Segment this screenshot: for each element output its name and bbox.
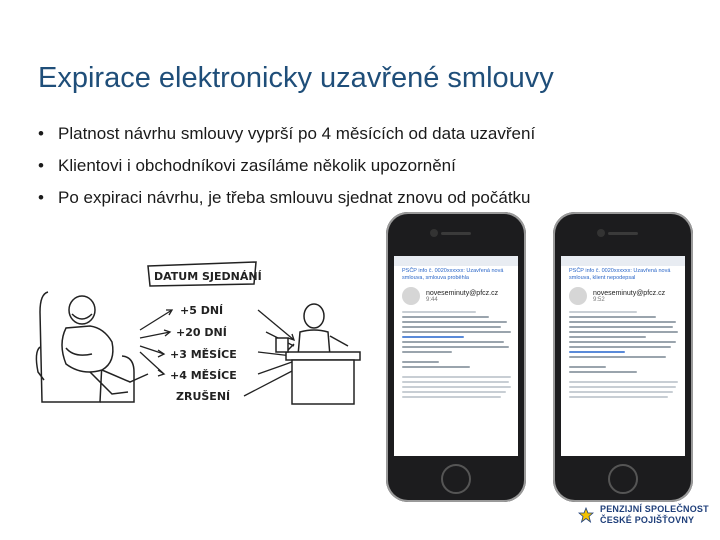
mail-subject: PSČP info č. 0020xxxxxx: Uzavřená nová smlouva, klient nepodepsal (569, 268, 671, 281)
mail-body-line (402, 386, 511, 388)
bullet-item (38, 150, 535, 182)
mail-body-line (569, 326, 673, 328)
mail-body-line (402, 366, 470, 368)
mail-body-line (402, 316, 489, 318)
bullet-item (38, 118, 535, 150)
mail-body-link (402, 336, 464, 338)
company-logo (578, 504, 709, 526)
avatar (569, 287, 587, 305)
heading-tag (148, 262, 262, 286)
bullet-text: Klientovi i obchodníkovi zasíláme několik upozornění (58, 156, 456, 175)
mail-body-line (569, 316, 656, 318)
timeline-sketch (30, 252, 366, 420)
mail-body-line (402, 321, 507, 323)
mail-body-line (402, 331, 511, 333)
phone-mockup (553, 212, 693, 502)
mail-subject: PSČP info č. 0020xxxxxx: Uzavřená nová smlouva, smlouva proběhla (402, 268, 504, 281)
logo-emblem-icon (578, 507, 594, 523)
mail-body-line (569, 371, 637, 373)
mail-body-line (569, 336, 646, 338)
camera-dot (597, 229, 605, 237)
mail-body-line (569, 391, 673, 393)
step-label: +4 MĚSÍCE (170, 369, 237, 382)
mail-body-line (569, 321, 676, 323)
mail-body-line (402, 341, 504, 343)
mail-header (561, 284, 685, 308)
mail-body-line (569, 381, 678, 383)
avatar (402, 287, 420, 305)
mail-body-line (569, 356, 666, 358)
logo-line1: PENZIJNÍ SPOLEČNOST (600, 504, 709, 514)
mail-body-line (569, 311, 637, 313)
mail-sender: noveseminuty@pfcz.cz (426, 289, 499, 297)
bullet-marker: • (38, 156, 44, 175)
phone-screen (394, 256, 518, 456)
phone-mockup (386, 212, 526, 502)
speaker-grille (441, 232, 471, 235)
bullet-text: Po expiraci návrhu, je třeba smlouvu sjednat znovu od počátku (58, 188, 531, 207)
mail-body-line (569, 331, 678, 333)
man-at-desk-drawing (276, 304, 360, 404)
home-button (441, 464, 471, 494)
slide-title: Expirace elektronicky uzavřené smlouvy (38, 62, 554, 94)
mail-body-line (569, 341, 676, 343)
home-button (608, 464, 638, 494)
mail-body-line (569, 396, 668, 398)
phone-screen (561, 256, 685, 456)
mail-body-line (402, 376, 511, 378)
mail-body-line (402, 326, 501, 328)
bullet-text: Platnost návrhu smlouvy vyprší po 4 měsících od data uzavření (58, 124, 536, 143)
speaker-grille (608, 232, 638, 235)
mail-body-line (569, 346, 671, 348)
bullet-marker: • (38, 124, 44, 143)
armchair-man-drawing (36, 292, 148, 402)
mail-body-link (569, 351, 625, 353)
mail-toolbar (561, 256, 685, 266)
step-label: ZRUŠENÍ (176, 390, 231, 403)
step-label: +3 MĚSÍCE (170, 348, 237, 361)
bullet-list (38, 118, 535, 214)
bullet-item (38, 182, 535, 214)
bullet-marker: • (38, 188, 44, 207)
mail-body-line (402, 381, 509, 383)
illustration-heading: DATUM SJEDNÁNÍ (154, 270, 262, 283)
mail-sender: noveseminuty@pfcz.cz (593, 289, 666, 297)
step-label: +20 DNÍ (176, 326, 227, 339)
mail-header (394, 284, 518, 308)
mail-body-line (569, 386, 676, 388)
mail-body-line (402, 351, 452, 353)
steps-list (170, 304, 237, 403)
mail-body-line (402, 346, 509, 348)
mail-body-line (569, 366, 606, 368)
mail-time: 9:44 (426, 296, 438, 303)
mail-body-line (402, 396, 501, 398)
camera-dot (430, 229, 438, 237)
mail-toolbar (394, 256, 518, 266)
mail-body-line (402, 391, 506, 393)
step-label: +5 DNÍ (180, 304, 224, 317)
mail-time: 9:52 (593, 296, 605, 303)
logo-line2: ČESKÉ POJIŠŤOVNY (600, 515, 695, 525)
mail-body-line (402, 361, 439, 363)
mail-body-line (402, 311, 476, 313)
